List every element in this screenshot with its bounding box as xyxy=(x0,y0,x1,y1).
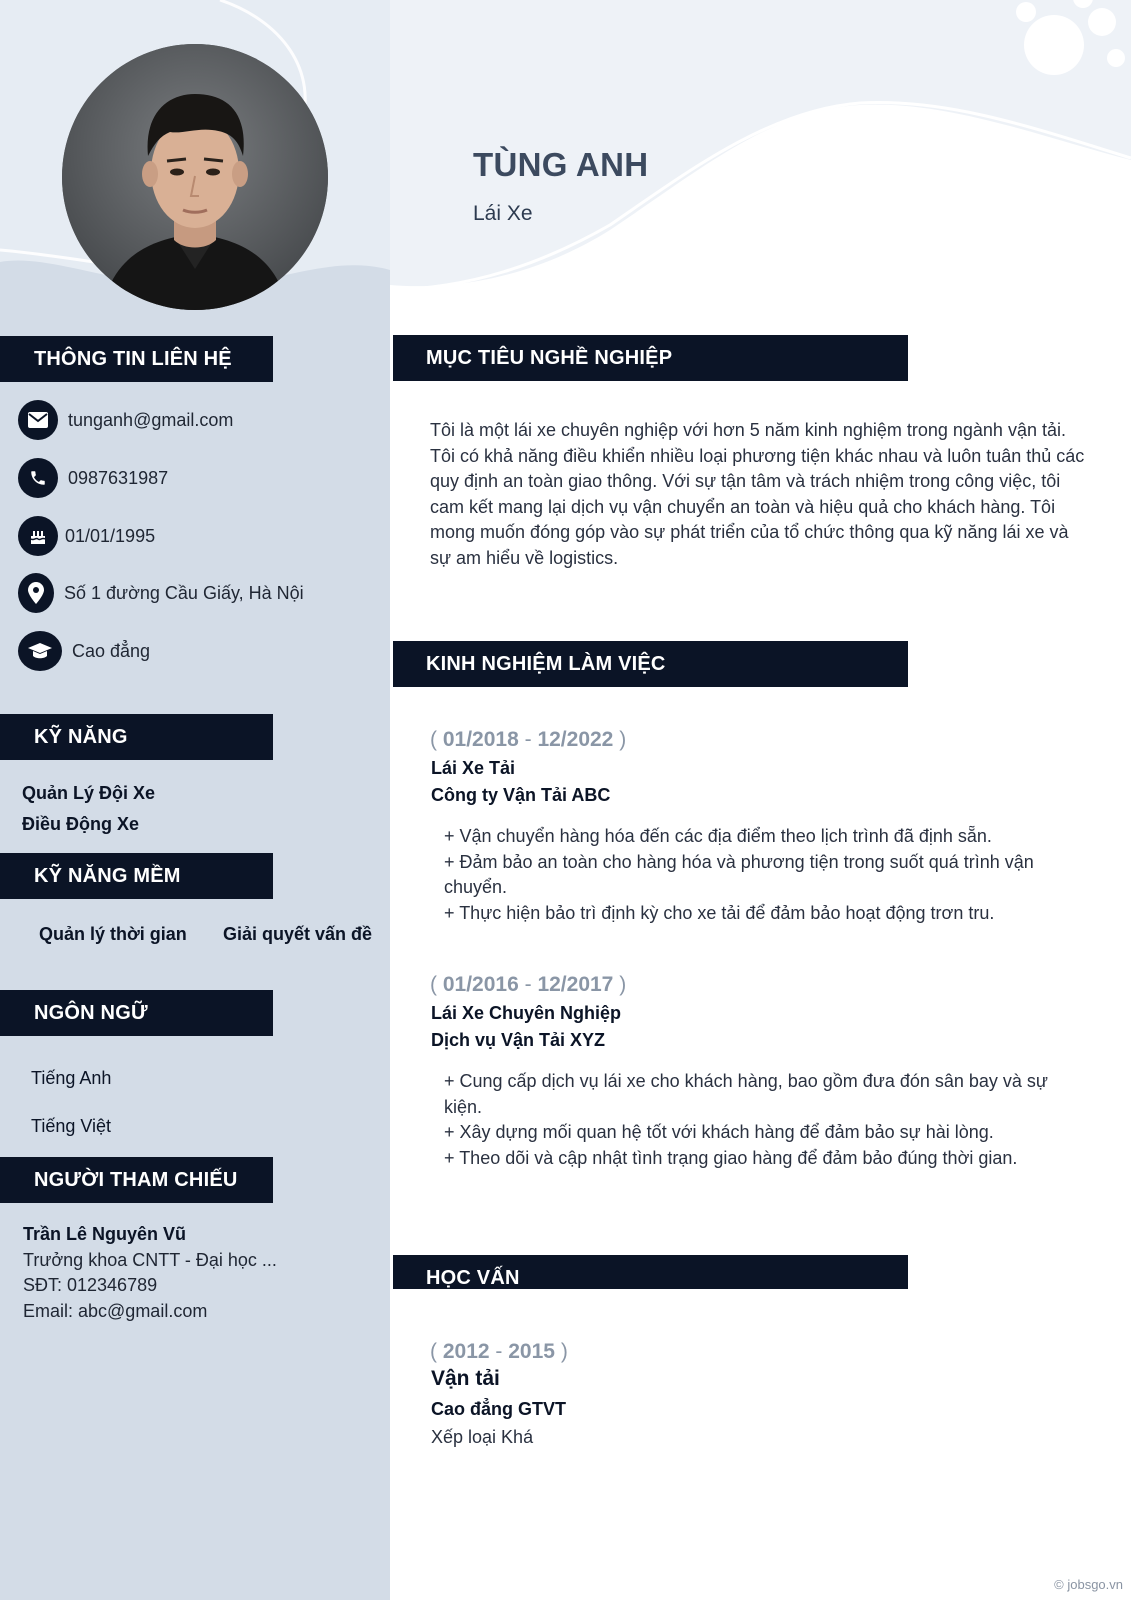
period-end: 2015 xyxy=(508,1340,555,1363)
period-close: ) xyxy=(619,973,627,996)
experience-bullet: + Đảm bảo an toàn cho hàng hóa và phương tiện trong suốt quá trình vận chuyển. xyxy=(444,851,1034,897)
period-open: ( xyxy=(430,1340,437,1363)
soft-skill-item: Giải quyết vấn đề xyxy=(223,924,373,944)
contact-heading: THÔNG TIN LIÊN HỆ xyxy=(0,336,273,382)
period-separator: - xyxy=(495,1340,503,1363)
education-heading: HỌC VẤN xyxy=(393,1255,908,1289)
reference-position: Trưởng khoa CNTT - Đại học ... xyxy=(23,1249,277,1270)
candidate-job-title: Lái Xe xyxy=(473,202,533,225)
period-separator: - xyxy=(524,973,532,996)
soft-skills-heading: KỸ NĂNG MỀM xyxy=(0,853,273,899)
objective-heading: MỤC TIÊU NGHỀ NGHIỆP xyxy=(393,335,908,381)
language-item: Tiếng Việt xyxy=(31,1116,112,1136)
reference-name: Trần Lê Nguyên Vũ xyxy=(23,1224,187,1244)
experience-bullet: + Xây dựng mối quan hệ tốt với khách hàng để đảm bảo sự hài lòng. xyxy=(444,1122,994,1142)
objective-text: Tôi là một lái xe chuyên nghiệp với hơn 5 năm kinh nghiệm trong ngành vận tải. Tôi có khả năng điều khiển nhiều loại phương tiện khác nhau và luôn tuân thủ các quy định an toàn giao thông. Với sự tận tâm và trách nhiệm trong công việc, tôi cam kết mang lại dịch vụ vận chuyển an toàn và hiệu quả cho khách hàng. Tôi mong muốn đóng góp vào sự phát triển của tổ chức thông qua kỹ năng lái xe và sự am hiểu về logistics. xyxy=(430,420,1085,568)
skill-item: Điều Động Xe xyxy=(22,814,140,834)
period-start: 2012 xyxy=(442,1340,490,1363)
reference-email: Email: abc@gmail.com xyxy=(23,1300,208,1321)
education-level-text: Cao đẳng xyxy=(72,640,151,661)
soft-skill-item: Quản lý thời gian xyxy=(39,924,187,944)
experience-bullet: + Thực hiện bảo trì định kỳ cho xe tải để đảm bảo hoạt động trơn tru. xyxy=(444,902,995,923)
skill-item: Quản Lý Đội Xe xyxy=(22,783,156,803)
skills-heading: KỸ NĂNG xyxy=(0,714,273,760)
language-item: Tiếng Anh xyxy=(31,1068,112,1088)
languages-heading: NGÔN NGỮ xyxy=(0,990,273,1036)
experience-company: Dịch vụ Vận Tải XYZ xyxy=(431,1030,606,1050)
email-text: tunganh@gmail.com xyxy=(68,409,234,430)
period-end: 12/2017 xyxy=(537,973,614,996)
candidate-name: TÙNG ANH xyxy=(473,146,649,183)
period-start: 01/2018 xyxy=(442,728,519,751)
experience-bullet: + Vận chuyển hàng hóa đến các địa điểm theo lịch trình đã định sẵn. xyxy=(444,826,992,846)
experience-bullets xyxy=(444,1069,1064,1171)
period-separator: - xyxy=(524,728,532,751)
period-end: 12/2022 xyxy=(537,728,614,751)
experience-position: Lái Xe Chuyên Nghiệp xyxy=(431,1003,622,1023)
experience-bullet: + Cung cấp dịch vụ lái xe cho khách hàng, bao gồm đưa đón sân bay và sự kiện. xyxy=(444,1071,1048,1117)
education-grade: Xếp loại Khá xyxy=(431,1427,534,1447)
education-major: Vận tải xyxy=(431,1367,500,1390)
education-school: Cao đẳng GTVT xyxy=(431,1399,566,1419)
birthday-text: 01/01/1995 xyxy=(65,525,156,546)
experience-position: Lái Xe Tải xyxy=(431,758,516,778)
reference-phone: SĐT: 012346789 xyxy=(23,1275,158,1295)
experience-bullets xyxy=(444,824,1064,926)
experience-company: Công ty Vận Tải ABC xyxy=(431,785,611,805)
period-open: ( xyxy=(430,728,437,751)
period-close: ) xyxy=(619,728,627,751)
period-open: ( xyxy=(430,973,437,996)
period-start: 01/2016 xyxy=(442,973,519,996)
address-text: Số 1 đường Cầu Giấy, Hà Nội xyxy=(64,582,304,603)
experience-period xyxy=(430,728,626,752)
experience-bullet: + Theo dõi và cập nhật tình trạng giao hàng để đảm bảo đúng thời gian. xyxy=(444,1147,1018,1168)
experience-heading: KINH NGHIỆM LÀM VIỆC xyxy=(393,641,908,687)
phone-text: 0987631987 xyxy=(68,467,169,488)
period-close: ) xyxy=(560,1340,568,1363)
references-heading: NGƯỜI THAM CHIẾU xyxy=(0,1157,273,1203)
jobsgo-watermark: © jobsgo.vn xyxy=(1054,1577,1123,1592)
education-period xyxy=(430,1340,568,1364)
experience-period xyxy=(430,973,626,997)
